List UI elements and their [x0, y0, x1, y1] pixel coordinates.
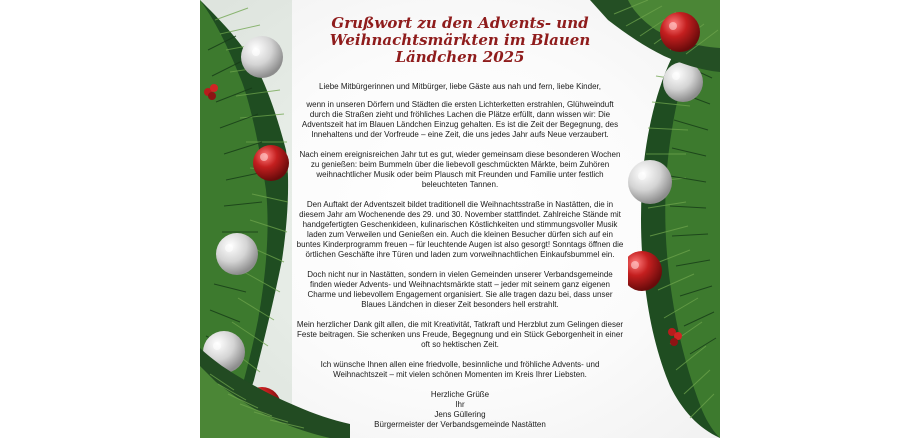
salutation: Liebe Mitbürgerinnen und Mitbürger, liebe Gäste aus nah und fern, liebe Kinder,: [319, 82, 601, 91]
signer-role: Bürgermeister der Verbandsgemeinde Nastätten: [374, 420, 546, 429]
christmas-greeting-letter: [296, 15, 624, 430]
signer-name: Jens Güllering: [434, 410, 486, 419]
page-title: [296, 15, 624, 66]
title-line-1: Grußwort zu den Advents- und: [331, 14, 589, 32]
title-line-2: Weihnachtsmärkten im Blauen Ländchen 2025: [329, 31, 591, 66]
paragraph-4: Doch nicht nur in Nastätten, sondern in vielen Gemeinden unserer Verbandsgemeinde finden wieder Advents- und Weihnachtsmärkte statt – jeder mit seinem ganz eigenen Charme und liebevollem Engagement organisiert. Sie alle tragen dazu bei, dass unser Blaues Ländchen in dieser Zeit besonders hell erstrahlt.: [307, 270, 613, 309]
paragraph-6: Ich wünsche Ihnen allen eine friedvolle, besinnliche und fröhliche Advents- und Weihnachtszeit – mit vielen schönen Momenten im Kreis Ihrer Liebsten.: [320, 360, 600, 379]
greeting-card: [200, 0, 720, 438]
paragraph-1: wenn in unseren Dörfern und Städten die ersten Lichterketten erstrahlen, Glühweinduft durch die Straßen zieht und fröhliches Lachen die Plätze erfüllt, dann wissen wir: Die Adventszeit hat im Blauen Ländchen Einzug gehalten. Es ist die Zeit der Begegnung, des Innehaltens und der Vorfreude – eine Zeit, die uns jedes Jahr aufs Neue verzaubert.: [301, 100, 619, 139]
paragraph-5: Mein herzlicher Dank gilt allen, die mit Kreativität, Tatkraft und Herzblut zum Gelingen dieser Feste beitragen. Sie schenken uns Freude, Begegnung und ein Stück Geborgenheit in einer oft so hektischen Zeit.: [296, 320, 624, 349]
closing-signature: [296, 390, 624, 430]
paragraph-3: Den Auftakt der Adventszeit bildet traditionell die Weihnachtsstraße in Nastätten, die in diesem Jahr am Wochenende des 29. und 30. November stattfindet. Zahlreiche Stände mit handgefertigten Geschenkideen, kulinarischen Köstlichkeiten und stimmungsvoller Musik laden zum Verweilen und Genießen ein. Auch die kleinen Besucher dürfen sich auf ein buntes Kinderprogramm freuen – für leuchtende Augen ist also gesorgt! Sonntags öffnen die örtlichen Geschäfte ihre Türen und laden zum vorweihnachtlichen Einkaufsbummel ein.: [296, 200, 624, 259]
closing-ihr: Ihr: [455, 400, 465, 409]
paragraph-2: Nach einem ereignisreichen Jahr tut es gut, wieder gemeinsam diese besonderen Wochen zu genießen: beim Bummeln über die liebevoll geschmückten Märkte, beim Zuhören weihnachtlicher Musik oder beim Plausch mit Freunden und Familie unter festlich beleuchteten Tannen.: [299, 150, 621, 189]
closing-regards: Herzliche Grüße: [430, 390, 490, 399]
